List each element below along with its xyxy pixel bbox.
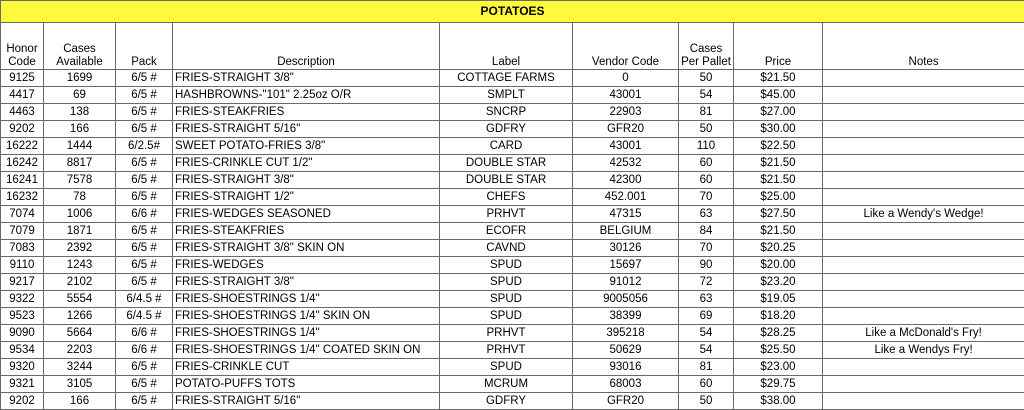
cell-label[interactable]: SPUD [440,257,573,274]
cell-price[interactable]: $45.00 [734,87,823,104]
cell-cases-available[interactable]: 1243 [44,257,116,274]
cell-label[interactable]: SNCRP [440,104,573,121]
cell-price[interactable]: $28.25 [734,325,823,342]
cell-honor-code[interactable]: 9090 [1,325,44,342]
cell-description[interactable]: FRIES-STRAIGHT 5/16" [173,121,440,138]
cell-cases-available[interactable]: 166 [44,393,116,410]
cell-price[interactable]: $21.50 [734,155,823,172]
cell-honor-code[interactable]: 9523 [1,308,44,325]
cell-cases-per-pallet[interactable]: 50 [679,70,734,87]
cell-pack[interactable]: 6/5 # [116,376,173,393]
cell-price[interactable]: $25.50 [734,342,823,359]
cell-notes[interactable]: Like a McDonald's Fry! [823,325,1024,342]
cell-vendor-code[interactable]: 0 [573,70,679,87]
cell-vendor-code[interactable]: 452.001 [573,189,679,206]
header-cases-per-pallet[interactable]: Cases Per Pallet [679,23,734,70]
cell-vendor-code[interactable]: 30126 [573,240,679,257]
cell-cases-available[interactable]: 8817 [44,155,116,172]
cell-cases-per-pallet[interactable]: 60 [679,172,734,189]
cell-pack[interactable]: 6/5 # [116,172,173,189]
cell-pack[interactable]: 6/5 # [116,359,173,376]
cell-honor-code[interactable]: 16222 [1,138,44,155]
cell-cases-per-pallet[interactable]: 54 [679,342,734,359]
cell-cases-per-pallet[interactable]: 81 [679,104,734,121]
header-row [1,23,1024,70]
cell-honor-code[interactable]: 7074 [1,206,44,223]
cell-cases-available[interactable]: 2203 [44,342,116,359]
header-price[interactable]: Price [734,23,823,70]
cell-cases-per-pallet[interactable]: 60 [679,155,734,172]
cell-pack[interactable]: 6/5 # [116,240,173,257]
cell-vendor-code[interactable]: 50629 [573,342,679,359]
cell-honor-code[interactable]: 9202 [1,121,44,138]
cell-honor-code[interactable]: 16242 [1,155,44,172]
table-title: POTATOES [1,1,1024,23]
cell-cases-available[interactable]: 5554 [44,291,116,308]
cell-pack[interactable]: 6/5 # [116,155,173,172]
cell-notes[interactable] [823,240,1024,257]
cell-pack[interactable]: 6/6 # [116,325,173,342]
cell-notes[interactable] [823,223,1024,240]
cell-cases-available[interactable]: 138 [44,104,116,121]
table-row [1,121,1024,138]
cell-cases-per-pallet[interactable]: 70 [679,189,734,206]
table-row [1,308,1024,325]
cell-label[interactable]: MCRUM [440,376,573,393]
cell-cases-per-pallet[interactable]: 81 [679,359,734,376]
cell-pack[interactable]: 6/2.5# [116,138,173,155]
cell-honor-code[interactable]: 4463 [1,104,44,121]
cell-label[interactable]: CARD [440,138,573,155]
cell-notes[interactable] [823,155,1024,172]
cell-honor-code[interactable]: 4417 [1,87,44,104]
cell-pack[interactable]: 6/5 # [116,257,173,274]
cell-cases-available[interactable]: 5664 [44,325,116,342]
cell-vendor-code[interactable]: 47315 [573,206,679,223]
cell-vendor-code[interactable]: GFR20 [573,393,679,410]
cell-pack[interactable]: 6/4.5 # [116,291,173,308]
table-row [1,172,1024,189]
cell-vendor-code[interactable]: 42300 [573,172,679,189]
cell-honor-code[interactable]: 9125 [1,70,44,87]
cell-price[interactable]: $38.00 [734,393,823,410]
table-row [1,206,1024,223]
table-row [1,376,1024,393]
cell-vendor-code[interactable]: 68003 [573,376,679,393]
cell-price[interactable]: $20.00 [734,257,823,274]
cell-notes[interactable] [823,172,1024,189]
cell-description[interactable]: FRIES-SHOESTRINGS 1/4" [173,291,440,308]
cell-description[interactable]: FRIES-STEAKFRIES [173,104,440,121]
table-row [1,393,1024,410]
cell-cases-per-pallet[interactable]: 50 [679,121,734,138]
header-notes[interactable]: Notes [823,23,1024,70]
cell-description[interactable]: POTATO-PUFFS TOTS [173,376,440,393]
table-row [1,342,1024,359]
cell-vendor-code[interactable]: 22903 [573,104,679,121]
cell-honor-code[interactable]: 9321 [1,376,44,393]
header-description[interactable]: Description [173,23,440,70]
cell-notes[interactable] [823,376,1024,393]
cell-description[interactable]: FRIES-WEDGES [173,257,440,274]
table-row [1,223,1024,240]
cell-notes[interactable] [823,189,1024,206]
cell-honor-code[interactable]: 16232 [1,189,44,206]
cell-honor-code[interactable]: 7083 [1,240,44,257]
cell-honor-code[interactable]: 9110 [1,257,44,274]
cell-cases-per-pallet[interactable]: 54 [679,325,734,342]
cell-notes[interactable]: Like a Wendy's Wedge! [823,206,1024,223]
cell-description[interactable]: FRIES-STRAIGHT 3/8" [173,70,440,87]
cell-pack[interactable]: 6/5 # [116,223,173,240]
cell-label[interactable]: SPUD [440,291,573,308]
cell-notes[interactable] [823,291,1024,308]
cell-price[interactable]: $21.50 [734,172,823,189]
cell-honor-code[interactable]: 9202 [1,393,44,410]
cell-label[interactable]: COTTAGE FARMS [440,70,573,87]
cell-notes[interactable] [823,393,1024,410]
table-row [1,189,1024,206]
cell-description[interactable]: FRIES-CRINKLE CUT 1/2" [173,155,440,172]
cell-cases-available[interactable]: 2392 [44,240,116,257]
cell-pack[interactable]: 6/5 # [116,189,173,206]
cell-cases-per-pallet[interactable]: 72 [679,274,734,291]
cell-price[interactable]: $21.50 [734,223,823,240]
cell-cases-per-pallet[interactable]: 63 [679,291,734,308]
header-pack[interactable]: Pack [116,23,173,70]
cell-pack[interactable]: 6/5 # [116,393,173,410]
cell-vendor-code[interactable]: BELGIUM [573,223,679,240]
cell-price[interactable]: $29.75 [734,376,823,393]
cell-notes[interactable] [823,121,1024,138]
cell-price[interactable]: $25.00 [734,189,823,206]
cell-notes[interactable] [823,359,1024,376]
header-cases-available[interactable]: Cases Available [44,23,116,70]
cell-price[interactable]: $27.00 [734,104,823,121]
cell-price[interactable]: $21.50 [734,70,823,87]
cell-notes[interactable] [823,87,1024,104]
cell-price[interactable]: $23.20 [734,274,823,291]
cell-vendor-code[interactable]: 395218 [573,325,679,342]
table-row [1,155,1024,172]
table-row [1,87,1024,104]
table-row [1,70,1024,87]
cell-pack[interactable]: 6/4.5 # [116,308,173,325]
cell-vendor-code[interactable]: 38399 [573,308,679,325]
table-row [1,359,1024,376]
cell-cases-available[interactable]: 69 [44,87,116,104]
cell-notes[interactable] [823,257,1024,274]
cell-vendor-code[interactable]: GFR20 [573,121,679,138]
cell-description[interactable]: FRIES-SHOESTRINGS 1/4" [173,325,440,342]
cell-cases-available[interactable]: 3244 [44,359,116,376]
cell-honor-code[interactable]: 9534 [1,342,44,359]
cell-vendor-code[interactable]: 42532 [573,155,679,172]
cell-notes[interactable] [823,104,1024,121]
cell-pack[interactable]: 6/5 # [116,104,173,121]
cell-description[interactable]: FRIES-STRAIGHT 3/8" SKIN ON [173,240,440,257]
cell-price[interactable]: $22.50 [734,138,823,155]
cell-vendor-code[interactable]: 9005056 [573,291,679,308]
cell-vendor-code[interactable]: 43001 [573,87,679,104]
cell-pack[interactable]: 6/6 # [116,206,173,223]
cell-pack[interactable]: 6/6 # [116,342,173,359]
cell-label[interactable]: GDFRY [440,393,573,410]
cell-honor-code[interactable]: 9322 [1,291,44,308]
cell-cases-available[interactable]: 1006 [44,206,116,223]
cell-description[interactable]: FRIES-CRINKLE CUT [173,359,440,376]
cell-label[interactable]: GDFRY [440,121,573,138]
cell-description[interactable]: SWEET POTATO-FRIES 3/8" [173,138,440,155]
cell-price[interactable]: $19.05 [734,291,823,308]
cell-cases-available[interactable]: 1699 [44,70,116,87]
header-vendor-code[interactable]: Vendor Code [573,23,679,70]
table-row [1,104,1024,121]
cell-vendor-code[interactable]: 93016 [573,359,679,376]
cell-cases-per-pallet[interactable]: 69 [679,308,734,325]
cell-label[interactable]: PRHVT [440,206,573,223]
cell-price[interactable]: $27.50 [734,206,823,223]
cell-price[interactable]: $20.25 [734,240,823,257]
cell-notes[interactable] [823,70,1024,87]
cell-vendor-code[interactable]: 15697 [573,257,679,274]
cell-pack[interactable]: 6/5 # [116,87,173,104]
cell-cases-available[interactable]: 78 [44,189,116,206]
cell-cases-per-pallet[interactable]: 70 [679,240,734,257]
cell-notes[interactable] [823,274,1024,291]
cell-description[interactable]: FRIES-STEAKFRIES [173,223,440,240]
table-row [1,240,1024,257]
table-row [1,274,1024,291]
cell-label[interactable]: SPUD [440,359,573,376]
cell-cases-available[interactable]: 166 [44,121,116,138]
cell-cases-available[interactable]: 7578 [44,172,116,189]
header-label[interactable]: Label [440,23,573,70]
cell-honor-code[interactable]: 7079 [1,223,44,240]
cell-label[interactable]: SMPLT [440,87,573,104]
cell-label[interactable]: PRHVT [440,325,573,342]
cell-notes[interactable] [823,138,1024,155]
cell-honor-code[interactable]: 16241 [1,172,44,189]
cell-cases-available[interactable]: 3105 [44,376,116,393]
cell-cases-per-pallet[interactable]: 84 [679,223,734,240]
title-row [1,1,1024,23]
cell-description[interactable]: FRIES-SHOESTRINGS 1/4" COATED SKIN ON [173,342,440,359]
cell-pack[interactable]: 6/5 # [116,121,173,138]
cell-description[interactable]: FRIES-STRAIGHT 1/2" [173,189,440,206]
cell-description[interactable]: FRIES-STRAIGHT 5/16" [173,393,440,410]
cell-cases-per-pallet[interactable]: 50 [679,393,734,410]
cell-notes[interactable] [823,308,1024,325]
cell-description[interactable]: FRIES-STRAIGHT 3/8" [173,274,440,291]
cell-label[interactable]: PRHVT [440,342,573,359]
cell-cases-available[interactable]: 1266 [44,308,116,325]
table-row [1,291,1024,308]
table-row [1,138,1024,155]
cell-description[interactable]: FRIES-STRAIGHT 3/8" [173,172,440,189]
cell-cases-per-pallet[interactable]: 54 [679,87,734,104]
cell-price[interactable]: $18.20 [734,308,823,325]
cell-price[interactable]: $30.00 [734,121,823,138]
cell-cases-per-pallet[interactable]: 60 [679,376,734,393]
cell-honor-code[interactable]: 9320 [1,359,44,376]
cell-description[interactable]: FRIES-WEDGES SEASONED [173,206,440,223]
cell-description[interactable]: FRIES-SHOESTRINGS 1/4" SKIN ON [173,308,440,325]
cell-label[interactable]: DOUBLE STAR [440,172,573,189]
cell-cases-available[interactable]: 1444 [44,138,116,155]
cell-cases-per-pallet[interactable]: 90 [679,257,734,274]
cell-vendor-code[interactable]: 91012 [573,274,679,291]
cell-pack[interactable]: 6/5 # [116,274,173,291]
cell-cases-available[interactable]: 2102 [44,274,116,291]
cell-label[interactable]: CHEFS [440,189,573,206]
cell-cases-per-pallet[interactable]: 63 [679,206,734,223]
cell-label[interactable]: SPUD [440,308,573,325]
cell-label[interactable]: SPUD [440,274,573,291]
cell-vendor-code[interactable]: 43001 [573,138,679,155]
cell-notes[interactable]: Like a Wendys Fry! [823,342,1024,359]
cell-label[interactable]: CAVND [440,240,573,257]
cell-cases-available[interactable]: 1871 [44,223,116,240]
cell-cases-per-pallet[interactable]: 110 [679,138,734,155]
cell-description[interactable]: HASHBROWNS-"101" 2.25oz O/R [173,87,440,104]
table-row [1,257,1024,274]
cell-price[interactable]: $23.00 [734,359,823,376]
table-row [1,325,1024,342]
cell-label[interactable]: DOUBLE STAR [440,155,573,172]
header-honor-code[interactable]: Honor Code [1,23,44,70]
cell-label[interactable]: ECOFR [440,223,573,240]
cell-pack[interactable]: 6/5 # [116,70,173,87]
cell-honor-code[interactable]: 9217 [1,274,44,291]
